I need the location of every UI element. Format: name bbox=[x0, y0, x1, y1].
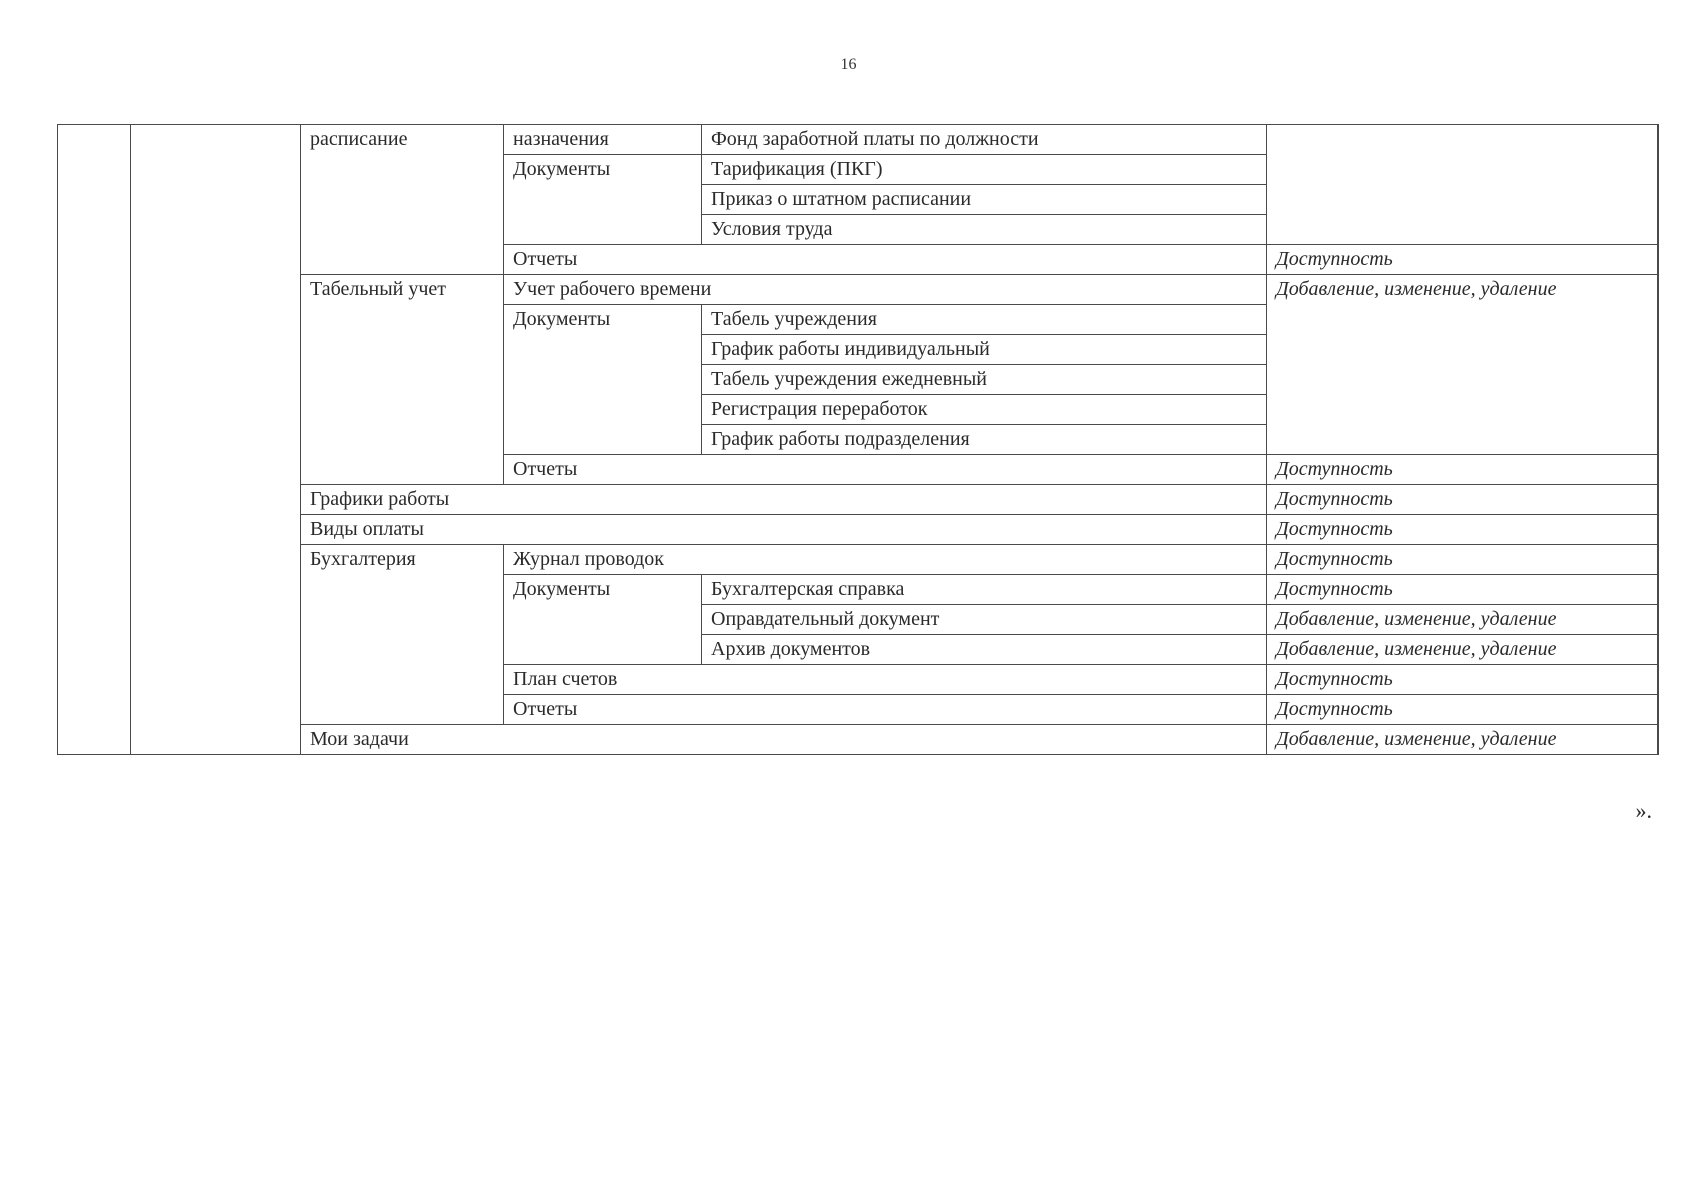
page-number: 16 bbox=[840, 56, 857, 73]
table-cell-access: Доступность bbox=[1267, 665, 1658, 695]
table-cell-level3: Бухгалтерская справка bbox=[702, 575, 1267, 605]
table-cell-level1: Виды оплаты bbox=[301, 515, 1267, 545]
table-cell-access: Добавление, изменение, удаление bbox=[1267, 275, 1658, 455]
table-cell-access: Добавление, изменение, удаление bbox=[1267, 605, 1658, 635]
closing-quote-mark: ». bbox=[1635, 798, 1652, 823]
table-cell-level1: Бухгалтерия bbox=[301, 545, 504, 725]
table-cell-access: Доступность bbox=[1267, 545, 1658, 575]
table-cell-level3: Табель учреждения bbox=[702, 305, 1267, 335]
table-cell-level2: Учет рабочего времени bbox=[504, 275, 1267, 305]
table-cell-level2: Отчеты bbox=[504, 695, 1267, 725]
table-cell-level3: Табель учреждения ежедневный bbox=[702, 365, 1267, 395]
empty-number-column bbox=[58, 125, 131, 755]
table-cell-level1: расписание bbox=[301, 125, 504, 275]
table-cell-access: Добавление, изменение, удаление bbox=[1267, 635, 1658, 665]
table-cell-level2: Документы bbox=[504, 575, 702, 665]
table-cell-access: Доступность bbox=[1267, 575, 1658, 605]
access-rights-table bbox=[57, 124, 1659, 755]
table-cell-level3: Фонд заработной платы по должности bbox=[702, 125, 1267, 155]
table-cell-access: Доступность bbox=[1267, 485, 1658, 515]
table-cell-access: Доступность bbox=[1267, 695, 1658, 725]
table-cell-level2: Документы bbox=[504, 305, 702, 455]
table-cell-level3: Регистрация переработок bbox=[702, 395, 1267, 425]
table-cell-level1: Табельный учет bbox=[301, 275, 504, 485]
table-cell-level2: назначения bbox=[504, 125, 702, 155]
table-cell-level3: Приказ о штатном расписании bbox=[702, 185, 1267, 215]
table-cell-level1: Графики работы bbox=[301, 485, 1267, 515]
empty-section-column bbox=[131, 125, 301, 755]
table-cell-access: Доступность bbox=[1267, 455, 1658, 485]
table-cell-access: Доступность bbox=[1267, 245, 1658, 275]
table-cell-level2: Документы bbox=[504, 155, 702, 245]
table-cell-access: Доступность bbox=[1267, 515, 1658, 545]
table-cell-level3: Условия труда bbox=[702, 215, 1267, 245]
table-row bbox=[58, 125, 1658, 155]
table-cell-level2: Отчеты bbox=[504, 245, 1267, 275]
table-cell-level3: Оправдательный документ bbox=[702, 605, 1267, 635]
table-cell-level3: Тарификация (ПКГ) bbox=[702, 155, 1267, 185]
table-cell-level3: График работы подразделения bbox=[702, 425, 1267, 455]
table-cell-level3: Архив документов bbox=[702, 635, 1267, 665]
table-cell-access-empty bbox=[1267, 125, 1658, 245]
table-cell-level2: Журнал проводок bbox=[504, 545, 1267, 575]
table-cell-level2: План счетов bbox=[504, 665, 1267, 695]
table-cell-level1: Мои задачи bbox=[301, 725, 1267, 755]
table-cell-level3: График работы индивидуальный bbox=[702, 335, 1267, 365]
table-cell-level2: Отчеты bbox=[504, 455, 1267, 485]
table-cell-access: Добавление, изменение, удаление bbox=[1267, 725, 1658, 755]
